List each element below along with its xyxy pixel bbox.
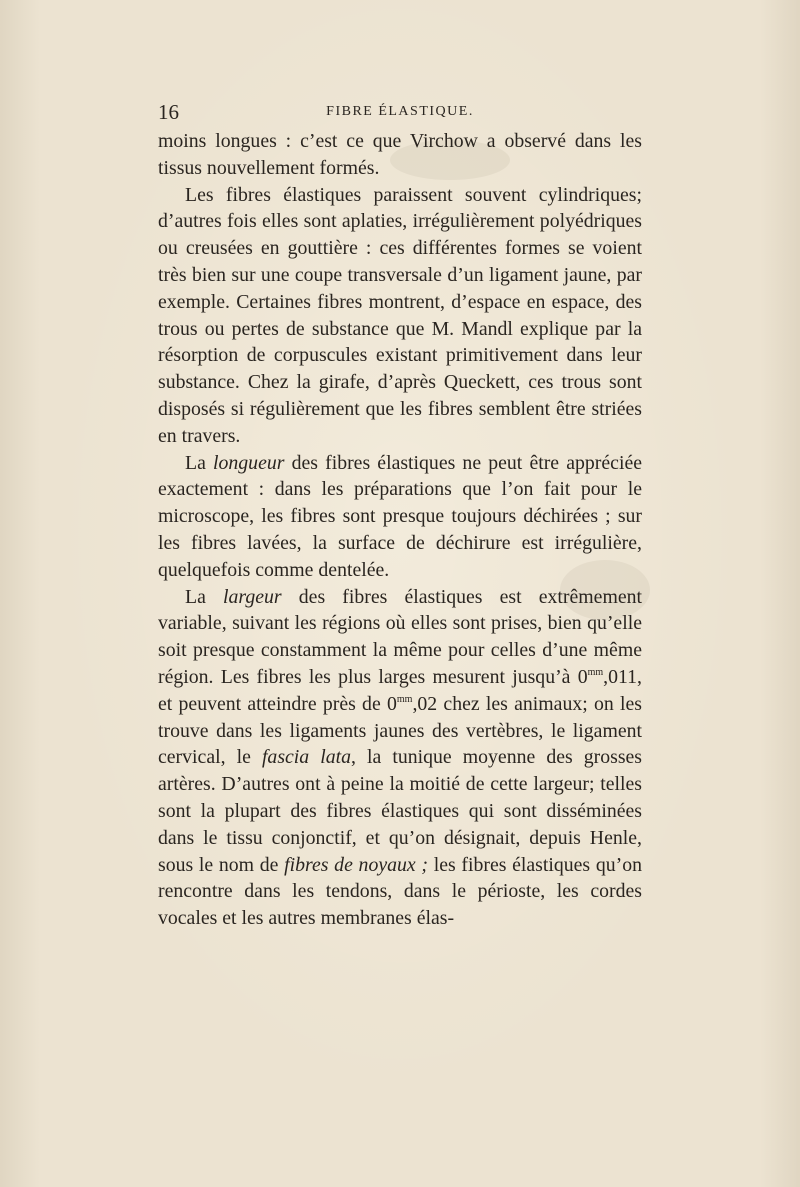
italic-term: fascia lata [261, 746, 352, 769]
text-run: , la tunique moyenne des grosses artères. D’autres ont à peine la moitié de cette largeur; telles sont la plupart des fibres élastiques qui sont disséminées dans le tissu conjonctif, et qu’on désignait, depuis Henle, sous le nom de [158, 746, 642, 876]
text-run: moins longues : c’est ce que Virchow a observé dans les tissus nouvellement formés. [158, 130, 642, 179]
page-number: 16 [158, 100, 179, 124]
text-run: ,02 chez les animaux; on les trouve dans les ligaments jaunes des vertèbres, le ligament cervical, le [158, 692, 642, 769]
page-header [158, 98, 642, 126]
paragraph [158, 182, 642, 450]
text-run: des fibres élastiques est extrêmement variable, suivant les régions où elles sont prises, bien qu’elle soit presque constamment la même pour celles d’une même région. Les fibres les plus larges mesurent jusqu’à 0 [158, 585, 642, 688]
unit-superscript: mm [587, 666, 604, 678]
paragraph [158, 450, 642, 584]
text-run: les fibres élastiques qu’on rencontre dans les tendons, dans le périoste, les cordes vocales et les autres membranes élas- [158, 853, 642, 930]
text-run: Les fibres élastiques paraissent souvent cylindriques; d’autres fois elles sont aplaties, irrégulièrement polyédriques ou creusées en gouttière : ces différentes formes se voient très bien sur une coupe transversale d’un ligament jaune, par exemple. Certaines fibres montrent, d’espace en espace, des trous ou pertes de substance que M. Mandl explique par la résorption de corpuscules existant primitivement dans leur substance. Chez la girafe, d’après Queckett, ces trous sont disposés si régulièrement que les fibres semblent être striées en travers. [158, 183, 642, 447]
body-text [158, 128, 642, 932]
italic-term: longueur [213, 451, 285, 474]
text-run: La [185, 585, 224, 608]
unit-superscript: mm [396, 693, 413, 705]
running-title: FIBRE ÉLASTIQUE. [326, 104, 474, 119]
paragraph [158, 584, 642, 932]
text-run: des fibres élastiques ne peut être appréciée exactement : dans les préparations que l’on fait pour le microscope, les fibres sont presque toujours déchirées ; sur les fibres lavées, la surface de déchirure est irrégulière, quelquefois comme dentelée. [158, 451, 642, 581]
italic-term: largeur [223, 585, 282, 608]
text-run: La [185, 451, 214, 474]
text-run: ,011, et peuvent atteindre près de 0 [158, 665, 642, 715]
paragraph [158, 128, 642, 182]
italic-term: fibres de noyaux ; [284, 853, 428, 876]
